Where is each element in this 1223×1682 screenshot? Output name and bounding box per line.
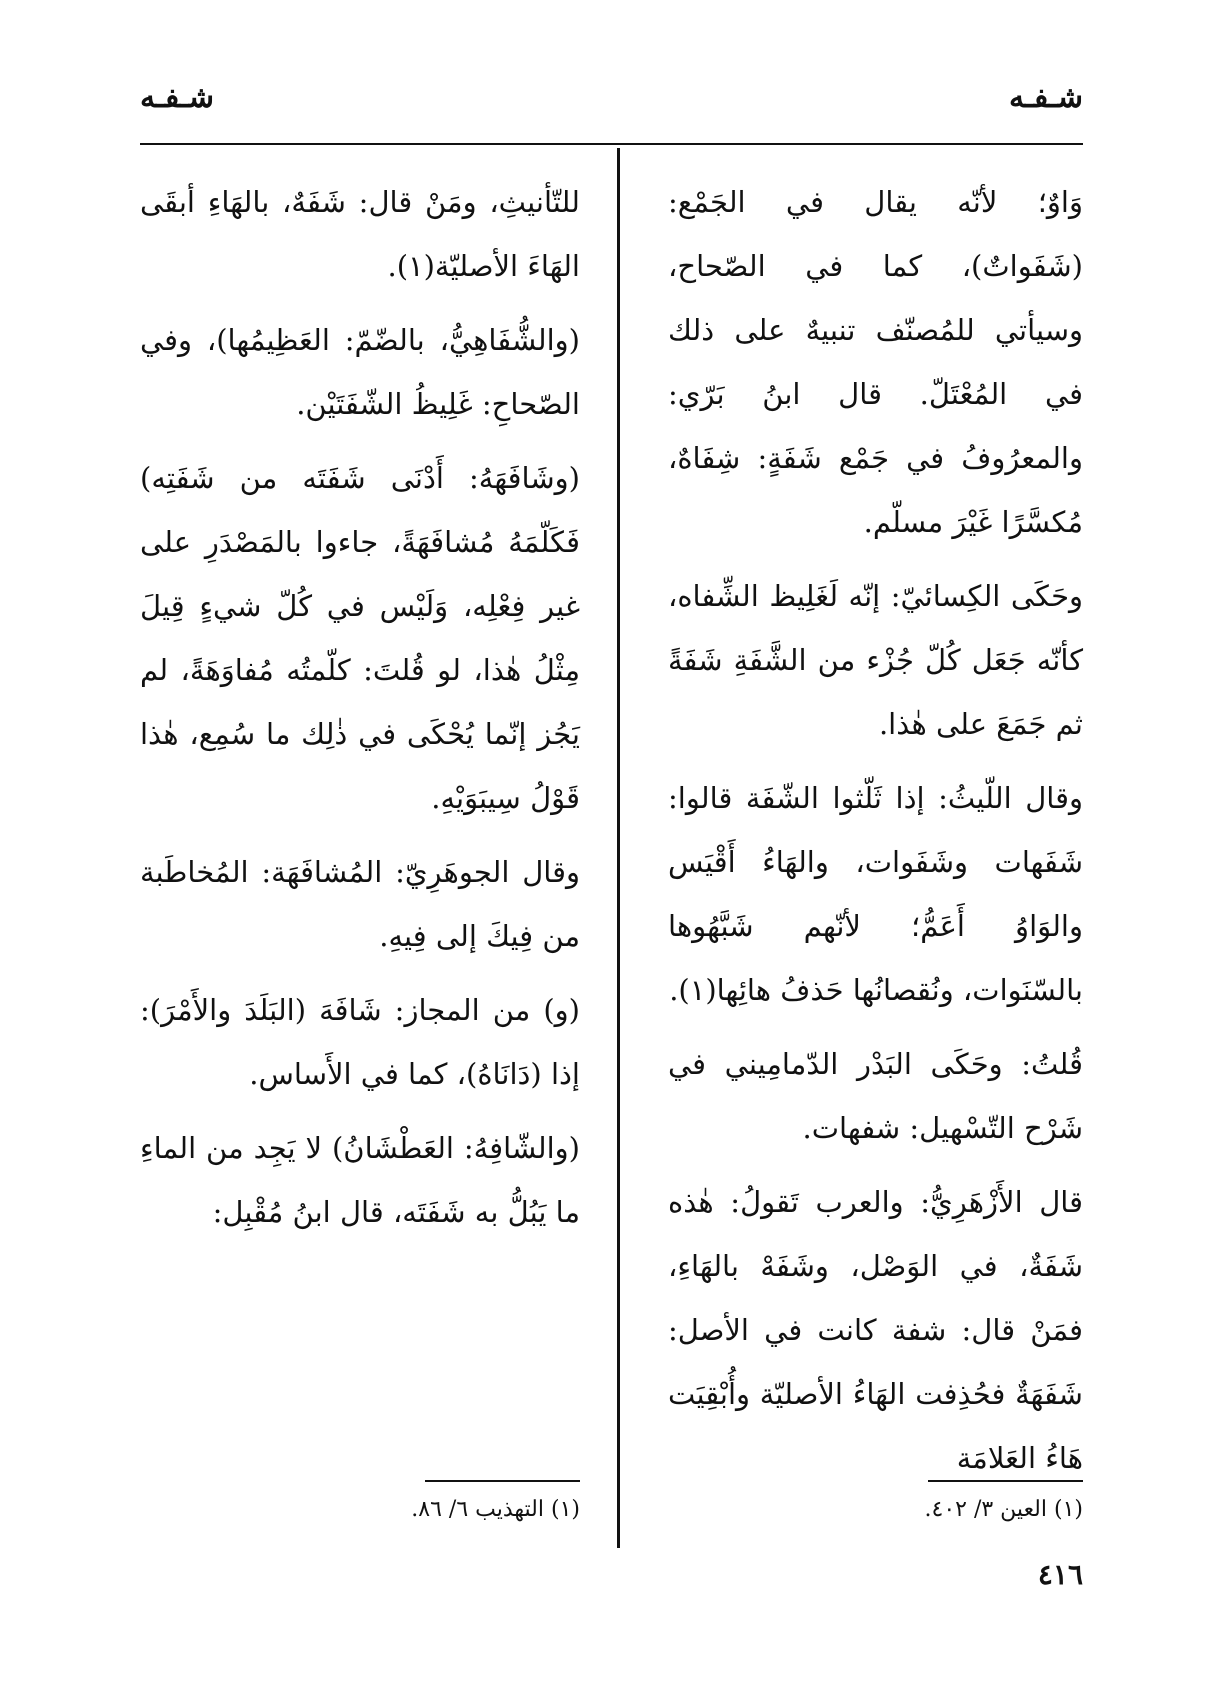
page-number: ٤١٦ (1037, 1558, 1083, 1591)
footnote-left: (١) التهذيب ٦/ ٨٦. (411, 1497, 580, 1522)
running-header-right: شـفـه (1009, 80, 1083, 115)
right-column (668, 170, 1083, 1500)
paragraph: وقال الجوهَرِيّ: المُشافَهَة: المُخاطَبة من فِيكَ إلى فِيهِ. (140, 855, 580, 953)
paragraph: وحَكَى الكِسائيّ: إنّه لَغَلِيظ الشِّفاه، كأنّه جَعَل كُلّ جُزْء من الشَّفَةِ شَفَةً ثم جَمَعَ على هٰذا. (668, 579, 1083, 741)
footnote-rule-left (425, 1480, 580, 1482)
paragraph: قال الأَزْهَرِيُّ: والعرب تَقولُ: هٰذه شَفَةٌ، في الوَصْل، وشَفَهْ بالهَاءِ، فمَنْ قال: شفة كانت في الأصل: شَفَهَةٌ فحُذِفت الهَاءُ الأصليّة وأُبْقِيَت هَاءُ العَلامَة (668, 1185, 1083, 1475)
paragraph: (والشّافِهُ: العَطْشَانُ) لا يَجِد من الماءِ ما يَبُلُّ به شَفَتَه، قال ابنُ مُقْبِل: (140, 1131, 580, 1229)
paragraph: (والشُّفَاهِيُّ، بالضّمّ: العَظِيمُها)، وفي الصّحاحِ: غَلِيظُ الشّفَتَيْن. (140, 323, 580, 421)
header-rule (140, 143, 1083, 145)
footnote-rule-right (928, 1480, 1083, 1482)
footnote-right: (١) العين ٣/ ٤٠٢. (924, 1497, 1083, 1522)
paragraph: قُلتُ: وحَكَى البَدْر الدّمامِيني في شَرْح التّسْهيل: شفهات. (668, 1047, 1083, 1145)
column-divider (617, 148, 620, 1548)
left-column (140, 170, 580, 1254)
paragraph: للتّأنيثِ، ومَنْ قال: شَفَهٌ، بالهَاءِ أبقَى الهَاءَ الأصليّة(١). (140, 185, 580, 283)
paragraph: وقال اللّيثُ: إذا ثَلّثوا الشّفَة قالوا: شَفَهات وشَفَوات، والهَاءُ أَقْيَس والوَاوُ أَعَمُّ؛ لأنّهم شَبَّهُوها بالسّنَوات، ونُقصانُها حَذفُ هائِها(١). (668, 781, 1083, 1007)
paragraph: (وشَافَهَهُ: أَدْنَى شَفَتَه من شَفَتِه) فَكَلّمَهُ مُشافَهَةً، جاءوا بالمَصْدَرِ على غير فِعْلِه، وَلَيْس في كُلّ شيءٍ قِيلَ مِثْلُ هٰذا، لو قُلتَ: كلّمتُه مُفاوَهَةً، لم يَجُز إنّما يُحْكَى في ذٰلِك ما سُمِع، هٰذا قَوْلُ سِيبَوَيْهِ. (140, 461, 580, 815)
paragraph: (و) من المجاز: شَافَهَ (البَلَدَ والأَمْرَ): إذا (دَانَاهُ)، كما في الأَساس. (140, 993, 580, 1091)
paragraph: وَاوٌ؛ لأنّه يقال في الجَمْع: (شَفَواتٌ)، كما في الصّحاح، وسيأتي للمُصنّف تنبيهٌ على ذلك في المُعْتَلّ. قال ابنُ بَرّي: والمعرُوفُ في جَمْع شَفَةٍ: شِفَاهٌ، مُكسَّرًا غَيْرَ مسلّم. (668, 185, 1083, 539)
running-header-left: شـفـه (140, 80, 214, 115)
